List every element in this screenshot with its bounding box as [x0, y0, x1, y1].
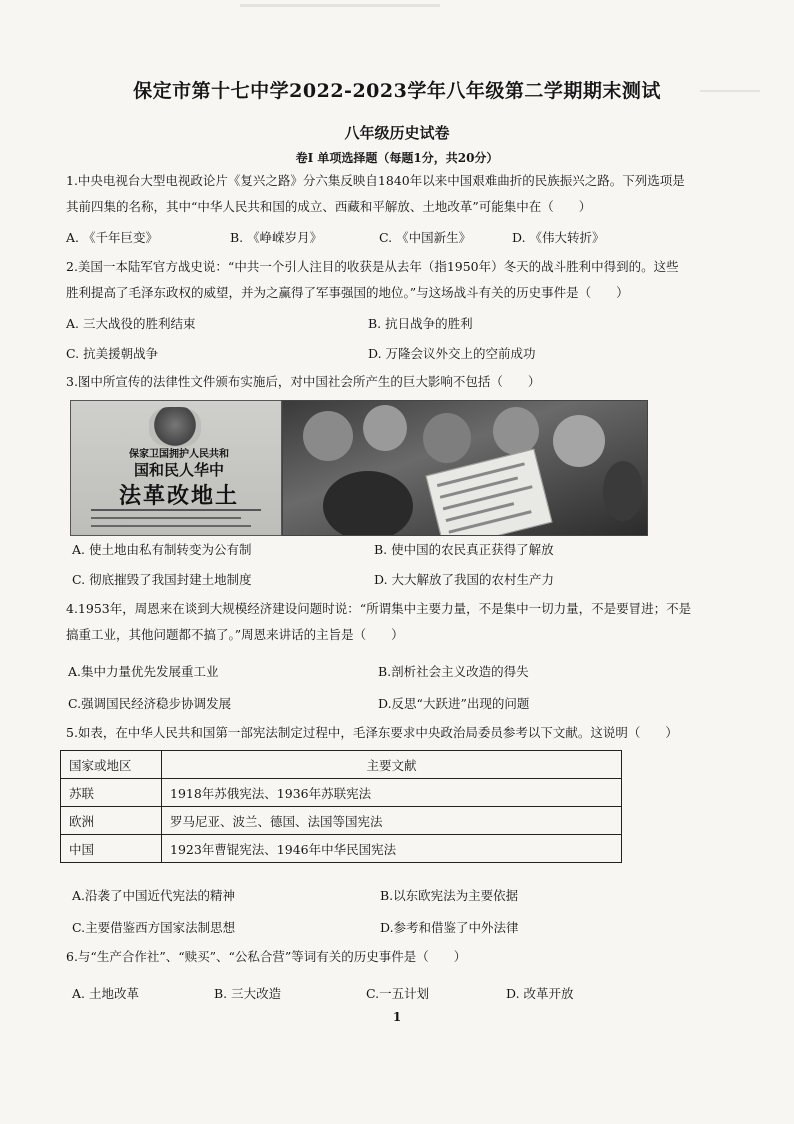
question-line: 胜利提高了毛泽东政权的威望，并为之赢得了军事强国的地位。”与这场战斗有关的历史事件是（ ） [66, 285, 629, 300]
crowd-figure [493, 407, 539, 455]
table-row [61, 779, 622, 807]
portrait-figure [149, 407, 201, 447]
question-3 [66, 369, 730, 395]
table-cell: 苏联 [61, 779, 162, 807]
question-line: 6.与“生产合作社”、“赎买”、“公私合营”等词有关的历史事件是（ ） [66, 949, 467, 964]
table-cell: 1918年苏俄宪法、1936年苏联宪法 [162, 779, 622, 807]
question-3-images [70, 400, 648, 534]
question-line: 2.美国一本陆军官方战史说：“中共一个引人注目的收获是从去年（指1950年）冬天的战斗胜利中得到的。这些 [66, 259, 679, 274]
question-line: 1.中央电视台大型电视政论片《复兴之路》分六集反映自1840年以来中国艰难曲折的民族振兴之路。下列选项是 [66, 173, 685, 188]
table-row [61, 835, 622, 863]
exam-title: 保定市第十七中学2022-2023学年八年级第二学期期末测试 [133, 80, 661, 102]
option-b[interactable]: B. 使中国的农民真正获得了解放 [374, 542, 554, 557]
poster-line: 国和民人华中 [133, 461, 224, 479]
page-number: 1 [392, 1010, 402, 1024]
question-4-options-row1 [66, 662, 730, 686]
poster-rule [91, 517, 241, 519]
question-line: 3.图中所宣传的法律性文件颁布实施后，对中国社会所产生的巨大影响不包括（ ） [66, 374, 541, 389]
option-a[interactable]: A. 土地改革 [72, 986, 139, 1001]
option-b[interactable]: B.剖析社会主义改造的得失 [378, 664, 529, 679]
question-6 [66, 944, 730, 970]
question-3-options-row1 [66, 540, 730, 564]
scan-mark [240, 4, 440, 7]
option-d[interactable]: D. 大大解放了我国的农村生产力 [374, 572, 555, 587]
poster-line: 保家卫国拥护人民共和 [129, 449, 229, 460]
poster-rule [91, 509, 261, 511]
table-cell: 罗马尼亚、波兰、德国、法国等国宪法 [162, 807, 622, 835]
constitution-references-table [60, 750, 622, 863]
question-4-options-row2 [66, 694, 730, 718]
table-cell: 1923年曹锟宪法、1946年中华民国宪法 [162, 835, 622, 863]
option-d[interactable]: D. 万隆会议外交上的空前成功 [368, 346, 536, 361]
option-c[interactable]: C. 彻底摧毁了我国封建土地制度 [72, 572, 252, 587]
table-cell: 中国 [61, 835, 162, 863]
question-1-options [66, 228, 730, 252]
poster-line: 法革改地土 [118, 483, 239, 509]
question-2-options-row2 [66, 344, 730, 368]
option-b[interactable]: B. 三大改造 [214, 986, 282, 1001]
question-3-options-row2 [66, 570, 730, 594]
question-line: 4.1953年，周恩来在谈到大规模经济建设问题时说：“所谓集中主要力量，不是集中一切力量，不是要冒进；不是 [66, 601, 692, 616]
question-line: 搞重工业，其他问题都不搞了。”周恩来讲话的主旨是（ ） [66, 627, 404, 642]
crowd-figure [303, 411, 353, 461]
question-5 [66, 720, 730, 746]
option-b[interactable]: B. 抗日战争的胜利 [368, 316, 473, 331]
crowd-figure [363, 405, 407, 451]
option-d[interactable]: D. 《伟大转折》 [512, 230, 605, 245]
option-a[interactable]: A. 《千年巨变》 [66, 230, 158, 245]
crowd-figure [323, 471, 413, 536]
crowd-figure [603, 461, 643, 521]
option-c[interactable]: C.主要借鉴西方国家法制思想 [72, 920, 236, 935]
option-c[interactable]: C.一五计划 [366, 986, 430, 1001]
question-6-options [66, 984, 730, 1008]
crowd-figure [553, 415, 605, 467]
question-5-options-row1 [66, 886, 730, 910]
exam-subtitle: 八年级历史试卷 [344, 124, 450, 142]
option-a[interactable]: A. 使土地由私有制转变为公有制 [72, 542, 252, 557]
section-heading: 卷Ⅰ 单项选择题（每题1分，共20分） [295, 151, 499, 165]
option-c[interactable]: C. 《中国新生》 [379, 230, 472, 245]
option-b[interactable]: B. 《峥嵘岁月》 [230, 230, 323, 245]
land-reform-poster-image [70, 400, 282, 536]
table-header-cell: 国家或地区 [61, 751, 162, 779]
table-header-row [61, 751, 622, 779]
table-header-cell: 主要文献 [162, 751, 622, 779]
table-row [61, 807, 622, 835]
question-5-options-row2 [66, 918, 730, 942]
option-c[interactable]: C.强调国民经济稳步协调发展 [68, 696, 232, 711]
peasants-crowd-photo [282, 400, 648, 536]
question-1 [66, 168, 730, 220]
crowd-figure [423, 413, 471, 463]
question-line: 5.如表，在中华人民共和国第一部宪法制定过程中，毛泽东要求中央政治局委员参考以下文献。这说明（ ） [66, 725, 678, 740]
question-4 [66, 596, 730, 648]
question-2-options-row1 [66, 314, 730, 338]
option-a[interactable]: A.集中力量优先发展重工业 [68, 664, 219, 679]
option-a[interactable]: A.沿袭了中国近代宪法的精神 [72, 888, 236, 903]
question-2 [66, 254, 730, 306]
option-b[interactable]: B.以东欧宪法为主要依据 [380, 888, 519, 903]
poster-rule [91, 525, 251, 527]
option-a[interactable]: A. 三大战役的胜利结束 [66, 316, 196, 331]
option-d[interactable]: D.反思“大跃进”出现的问题 [378, 696, 530, 711]
option-c[interactable]: C. 抗美援朝战争 [66, 346, 159, 361]
option-d[interactable]: D.参考和借鉴了中外法律 [380, 920, 519, 935]
question-line: 其前四集的名称，其中“中华人民共和国的成立、西藏和平解放、土地改革”可能集中在（ ） [66, 199, 592, 214]
table-cell: 欧洲 [61, 807, 162, 835]
option-d[interactable]: D. 改革开放 [506, 986, 574, 1001]
